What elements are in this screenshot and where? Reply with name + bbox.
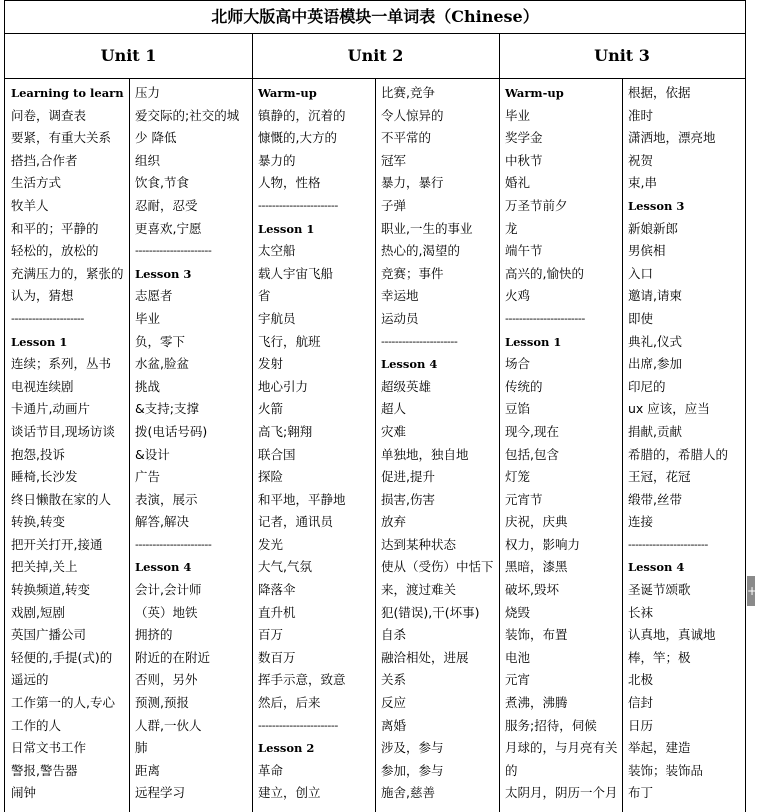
section-heading: Learning to learn (11, 86, 124, 100)
unit-3-column-b (622, 82, 745, 805)
vocab-entry: 把关掉,关上 (11, 559, 78, 575)
vocab-entry: 抱怨,投诉 (11, 446, 65, 462)
section-separator: ----------------------- (258, 198, 338, 212)
vocab-entry: 镇静的，沉着的 (258, 107, 346, 123)
vocab-entry: 挑战 (135, 378, 161, 394)
vocab-entry: 记者，通讯员 (258, 514, 334, 530)
section-heading: Lesson 4 (381, 357, 438, 372)
section-heading: Warm-up (258, 86, 317, 100)
unit-2-header: Unit 2 (347, 46, 404, 65)
vocab-entry: 数百万 (258, 649, 296, 665)
vocab-entry: 忍耐，忍受 (135, 197, 198, 213)
vocab-entry: 转换,转变 (11, 514, 65, 530)
vocab-entry: 拥挤的 (135, 627, 173, 643)
vocab-entry: 表演，展示 (135, 491, 198, 507)
section-heading: Lesson 1 (11, 334, 68, 349)
vocab-entry: 生活方式 (11, 175, 62, 191)
vocab-entry: 压力 (135, 85, 161, 100)
vocab-entry: 婚礼 (505, 175, 531, 191)
vocab-entry: 单独地，独自地 (381, 446, 469, 462)
vocab-entry: 端午节 (505, 243, 543, 259)
vocab-entry: 组织 (135, 152, 161, 168)
vocab-entry: 否则，另外 (135, 672, 198, 688)
vocab-entry: 然后，后来 (258, 695, 321, 711)
vocab-entry: 典礼,仪式 (628, 333, 682, 349)
vocab-entry: 闹钟 (11, 785, 37, 801)
vocab-entry: 束,串 (628, 175, 657, 191)
section-heading: Lesson 4 (135, 560, 192, 575)
vocab-entry: 建立，创立 (258, 785, 321, 801)
vocab-entry: 关系 (381, 672, 407, 688)
unit-1-header: Unit 1 (100, 46, 157, 65)
vocab-entry: 日历 (628, 717, 654, 733)
vocab-entry: 少 降低 (135, 130, 177, 146)
vocab-entry: 灾难 (381, 423, 407, 439)
vocab-entry: 即使 (628, 310, 654, 326)
vocab-entry: 高兴的,愉快的 (505, 265, 584, 281)
vocab-entry: 北极 (628, 672, 654, 688)
vocab-entry: 犯(错误),干(坏事) (381, 604, 480, 620)
vocab-entry: 连接 (628, 514, 654, 530)
expand-handle[interactable]: + (747, 576, 755, 606)
section-heading: Warm-up (505, 86, 564, 100)
vocab-entry: 要紧，有重大关系 (11, 130, 112, 146)
vocab-entry: 搭挡,合作者 (11, 152, 78, 168)
vocab-entry: 毕业 (135, 310, 161, 326)
vocab-entry: 志愿者 (135, 288, 173, 304)
vocab-entry: 圣诞节颂歌 (628, 582, 691, 598)
vocab-entry: 飞行，航班 (258, 333, 321, 349)
section-separator: ---------------------- (135, 244, 212, 258)
vocab-entry: 卡通片,动画片 (11, 401, 90, 417)
vocab-entry: 豆馅 (505, 401, 531, 417)
vocab-entry: 百万 (258, 627, 284, 643)
vocab-entry: （英）地铁 (135, 604, 198, 620)
vocab-entry: 损害,伤害 (381, 491, 435, 507)
vocab-entry: 谈话节目,现场访谈 (11, 423, 115, 439)
vocab-entry: 根据，依据 (628, 85, 691, 100)
vocab-entry: 负，零下 (135, 333, 186, 349)
vocab-entry: 拨(电话号码) (135, 423, 208, 439)
section-heading: Lesson 3 (135, 266, 192, 281)
section-separator: ---------------------- (381, 334, 458, 348)
vocab-entry: 睡椅,长沙发 (11, 469, 78, 485)
vocab-entry: 煮沸，沸腾 (505, 695, 568, 711)
vocab-entry: 地心引力 (258, 378, 309, 394)
vocab-entry: 月球的，与月亮有关 (505, 740, 618, 756)
vocab-entry: 信封 (628, 695, 654, 711)
vocab-entry: 中秋节 (505, 152, 543, 168)
vocab-entry: 场合 (505, 356, 531, 372)
unit-3-header: Unit 3 (594, 46, 650, 65)
section-heading: Lesson 2 (258, 741, 315, 756)
vocab-entry: 离婚 (381, 717, 407, 733)
vocab-entry: 毕业 (505, 107, 531, 123)
vocab-entry: 子弹 (381, 197, 407, 213)
vocab-entry: 出席,参加 (628, 356, 682, 372)
unit-header-row (5, 34, 745, 79)
vocab-entry: 祝贺 (628, 152, 654, 168)
vocabulary-table (4, 0, 746, 812)
vocab-entry: 自杀 (381, 627, 407, 643)
section-heading: Lesson 4 (628, 560, 685, 575)
vocab-entry: 附近的在附近 (135, 649, 211, 665)
vocab-entry: 宇航员 (258, 310, 296, 326)
vocab-entry: 传统的 (505, 378, 543, 394)
vocab-entry: 电池 (505, 649, 531, 665)
vocab-entry: 认真地，真诚地 (628, 627, 716, 643)
vocab-entry: 超人 (381, 401, 407, 417)
vocab-entry: 使从（受伤）中恬下 (381, 559, 494, 575)
vocab-entry: 热心的,渴望的 (381, 243, 460, 259)
vocab-entry: 远程学习 (135, 785, 186, 801)
section-heading: Lesson 1 (505, 334, 562, 349)
vocab-entry: 新娘新郎 (628, 220, 679, 236)
vocab-entry: 直升机 (258, 604, 296, 620)
vocab-entry: 促进,提升 (381, 469, 435, 485)
vocab-entry: 希腊的，希腊人的 (628, 446, 729, 462)
vocab-entry: 探险 (258, 469, 284, 485)
vocab-entry: 联合国 (258, 446, 296, 462)
unit-1-column-a (5, 82, 129, 805)
vocab-entry: 令人惊异的 (381, 107, 444, 123)
vocab-entry: 工作第一的人,专心 (11, 695, 115, 711)
vocab-entry: 饮食,节食 (135, 175, 189, 191)
vocab-entry: 慷慨的,大方的 (258, 130, 337, 146)
unit-1-column-b (129, 82, 252, 805)
vocab-entry: 肺 (135, 740, 148, 756)
vocab-entry: 和平地，平静地 (258, 491, 346, 507)
vocab-entry: 幸运地 (381, 288, 419, 304)
vocab-entry: &支持;支撑 (135, 401, 199, 417)
vocab-entry: 太空船 (258, 243, 296, 259)
section-separator: ---------------------- (135, 537, 212, 551)
vocab-entry: 遥远的 (11, 672, 49, 688)
vocab-entry: 放弃 (381, 514, 407, 530)
vocab-entry: 潇洒地，漂亮地 (628, 130, 716, 146)
vocab-entry: 反应 (381, 695, 407, 711)
vocab-entry: 棒，竿；极 (628, 649, 691, 665)
vocab-entry: 捐献,贡献 (628, 423, 682, 439)
vocab-entry: 元宵 (505, 672, 531, 688)
vocab-entry: 缎带,丝带 (628, 491, 682, 507)
vocab-entry: 解答,解决 (135, 514, 189, 530)
unit-3-column-a (499, 82, 622, 805)
vocab-entry: 破坏,毁坏 (505, 582, 559, 598)
vocab-entry: 太阴月，阴历一个月 (505, 785, 618, 801)
vocab-entry: 革命 (258, 762, 284, 778)
vocab-entry: 不平常的 (381, 130, 432, 146)
header-divider (252, 34, 253, 78)
vocab-entry: 载人宇宙飞船 (258, 265, 334, 281)
vocab-entry: 王冠，花冠 (628, 469, 691, 485)
vocab-entry: 包括,包含 (505, 446, 559, 462)
vocab-entry: 冠军 (381, 152, 407, 168)
vocab-entry: ux 应该，应当 (628, 401, 710, 417)
vocab-entry: 充满压力的，紧张的 (11, 265, 124, 281)
vocab-entry: 省 (258, 288, 271, 304)
vocab-entry: 把开关打开,接通 (11, 536, 103, 552)
vocab-entry: 融洽相处，进展 (381, 649, 469, 665)
vocab-entry: 发光 (258, 536, 284, 552)
vocab-entry: 降落伞 (258, 582, 296, 598)
vocab-entry: 运动员 (381, 310, 419, 326)
vocab-entry: 龙 (505, 220, 518, 236)
vocab-entry: 举起，建造 (628, 740, 691, 756)
vocab-entry: 职业,一生的事业 (381, 220, 473, 236)
vocab-entry: 男傧相 (628, 243, 666, 259)
vocab-entry: 涉及，参与 (381, 740, 444, 756)
vocab-entry: 火箭 (258, 401, 284, 417)
vocab-entry: &设计 (135, 446, 170, 462)
vocab-entry: 轻松的，放松的 (11, 243, 99, 259)
vocab-entry: 英国广播公司 (11, 627, 87, 643)
vocab-entry: 比赛,竞争 (381, 85, 435, 100)
vocab-entry: 日常文书工作 (11, 740, 87, 756)
vocab-entry: 达到某种状态 (381, 536, 457, 552)
vocab-entry: 装饰，布置 (505, 627, 568, 643)
vocab-entry: 火鸡 (505, 288, 531, 304)
vocab-entry: 更喜欢,宁愿 (135, 220, 202, 236)
vocab-entry: 长袜 (628, 604, 654, 620)
vocab-entry: 人物，性格 (258, 175, 321, 191)
vocab-entry: 暴力，暴行 (381, 175, 444, 191)
vocab-entry: 施舍,慈善 (381, 785, 435, 801)
vocab-entry: 连续；系列，丛书 (11, 356, 112, 372)
vocab-entry: 入口 (628, 265, 654, 281)
vocab-entry: 爱交际的;社交的城 (135, 107, 240, 123)
unit-2-column-a (252, 82, 375, 805)
vocab-entry: 来，渡过难关 (381, 582, 457, 598)
vocab-entry: 现今,现在 (505, 423, 559, 439)
vocab-entry: 竞赛；事件 (381, 265, 444, 281)
vocab-entry: 问卷，调查表 (11, 107, 87, 123)
unit-2-column-b (375, 82, 499, 805)
vocab-entry: 奖学金 (505, 130, 543, 146)
vocab-entry: 服务;招待，伺候 (505, 717, 597, 733)
vocab-entry: 黑暗，漆黑 (505, 559, 568, 575)
vocab-entry: 人群,一伙人 (135, 717, 202, 733)
vocab-entry: 和平的；平静的 (11, 220, 99, 236)
vocab-entry: 印尼的 (628, 378, 666, 394)
vocab-entry: 距离 (135, 762, 161, 778)
vocab-entry: 转换频道,转变 (11, 582, 90, 598)
vocab-entry: 参加，参与 (381, 762, 444, 778)
vocab-entry: 水盆,脸盆 (135, 356, 189, 372)
vocab-entry: 终日懒散在家的人 (11, 491, 112, 507)
vocab-entry: 元宵节 (505, 491, 543, 507)
section-separator: ----------------------- (505, 311, 585, 325)
section-heading: Lesson 1 (258, 221, 315, 236)
section-separator: --------------------- (11, 311, 84, 325)
section-heading: Lesson 3 (628, 198, 685, 213)
vocab-entry: 高飞;翱翔 (258, 423, 313, 439)
vocab-entry: 发射 (258, 356, 284, 372)
vocab-entry: 权力，影响力 (505, 536, 581, 552)
section-separator: ----------------------- (258, 718, 338, 732)
header-divider (499, 34, 500, 78)
vocab-entry: 牧羊人 (11, 197, 49, 213)
vocab-entry: 认为，猜想 (11, 288, 74, 304)
vocab-entry: 挥手示意，致意 (258, 672, 346, 688)
vocab-entry: 灯笼 (505, 469, 531, 485)
vocab-entry: 暴力的 (258, 152, 296, 168)
section-separator: ----------------------- (628, 537, 708, 551)
vocab-entry: 电视连续剧 (11, 378, 74, 394)
vocab-entry: 烧毁 (505, 604, 531, 620)
vocab-entry: 准时 (628, 107, 654, 123)
vocab-entry: 会计,会计师 (135, 582, 202, 598)
vocab-entry: 布丁 (628, 785, 654, 801)
vocab-entry: 庆祝，庆典 (505, 514, 568, 530)
vocab-entry: 轻便的,手提(式)的 (11, 649, 113, 665)
vocab-entry: 超级英雄 (381, 378, 432, 394)
vocab-entry: 大气,气氛 (258, 559, 312, 575)
vocab-entry: 万圣节前夕 (505, 197, 568, 213)
vocab-entry: 邀请,请柬 (628, 288, 682, 304)
vocab-entry: 戏剧,短剧 (11, 604, 65, 620)
vocab-entry: 的 (505, 762, 518, 778)
vocab-entry: 预测,预报 (135, 695, 189, 711)
vocab-entry: 广告 (135, 469, 161, 485)
vocab-entry: 工作的人 (11, 717, 62, 733)
page-title: 北师大版高中英语模块一单词表（Chinese） (5, 0, 745, 34)
vocab-entry: 装饰；装饰品 (628, 762, 704, 778)
vocab-entry: 警报,警告器 (11, 762, 78, 778)
